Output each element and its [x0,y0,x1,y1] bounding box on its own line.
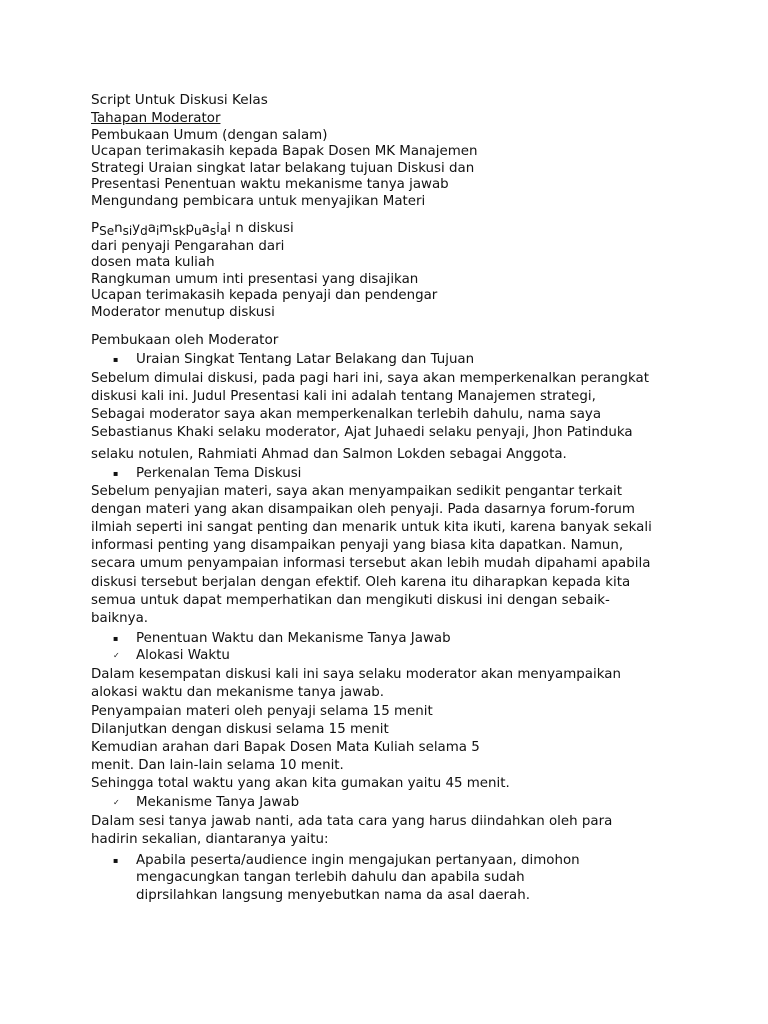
check-text: Mekanisme Tanya Jawab [136,794,300,810]
tahapan-line: Presentasi Penentuan waktu mekanisme tanya jawab [91,177,449,193]
paragraph-line: Sebelum penyajian materi, saya akan menyampaikan sedikit pengantar terkait [91,483,623,499]
paragraph-line: informasi penting yang disampaikan penyaji yang biasa kita dapatkan. Namun, [91,538,624,554]
bullet-icon: ▪ [113,634,119,644]
bullet-text: Perkenalan Tema Diskusi [136,465,302,481]
bullet-text: Uraian Singkat Tentang Latar Belakang dan Tujuan [136,351,475,367]
check-item [91,647,691,664]
paragraph-line: selaku notulen, Rahmiati Ahmad dan Salmon Lokden sebagai Anggota. [91,447,567,463]
bullet-item [91,465,691,482]
paragraph-line: Sebelum dimulai diskusi, pada pagi hari ini, saya akan memperkenalkan perangkat [91,370,649,386]
tahapan-heading: Tahapan Moderator [91,111,221,126]
step-line: dosen mata kuliah [91,255,215,271]
paragraph-line: Penyampaian materi oleh penyaji selama 15 menit [91,703,433,719]
bullet-item [91,630,691,647]
paragraph-line: secara umum penyampaian informasi tersebut akan lebih mudah dipahami apabila [91,556,651,572]
paragraph-line: diskusi tersebut berjalan dengan efektif. Oleh karena itu diharapkan kepada kita [91,574,631,590]
bullet-icon: ▪ [113,354,119,364]
step-line: Moderator menutup diskusi [91,304,275,320]
bullet-continuation: diprsilahkan langsung menyebutkan nama da asal daerah. [136,888,530,903]
paragraph-line: Dalam sesi tanya jawab nanti, ada tata cara yang harus diindahkan oleh para [91,813,613,829]
paragraph-time [91,666,691,793]
paragraph-line: Dilanjutkan dengan diskusi selama 15 menit [91,721,389,737]
bullet-item [91,351,691,368]
paragraph-line: menit. Dan lain-lain selama 10 menit. [91,758,344,774]
paragraph-qa [91,813,691,849]
tahapan-list [91,128,691,211]
paragraph-line: baiknya. [91,610,149,626]
check-item [91,794,691,811]
bullet-text: Penentuan Waktu dan Mekanisme Tanya Jawab [136,631,451,647]
check-text: Alokasi Waktu [136,648,230,664]
checkmark-icon: ✓ [113,797,120,807]
paragraph-line: Dalam kesempatan diskusi kali ini saya selaku moderator akan menyampaikan [91,667,621,683]
bullet-text: Apabila peserta/audience ingin mengajukan pertanyaan, dimohon [136,853,580,868]
paragraph-line: hadirin sekalian, diantaranya yaitu: [91,831,329,847]
document-page [91,92,691,905]
document-title: Script Untuk Diskusi Kelas [91,92,268,108]
step-line: dari penyaji Pengarahan dari [91,238,285,254]
paragraph-line: alokasi waktu dan mekanisme tanya jawab. [91,685,385,701]
paragraph-line: Kemudian arahan dari Bapak Dosen Mata Kuliah selama 5 [91,739,480,755]
section-heading: Pembukaan oleh Moderator [91,331,279,348]
tahapan-line: Strategi Uraian singkat latar belakang tujuan Diskusi dan [91,160,475,176]
bullet-icon: ▪ [113,468,119,478]
tahapan-line: Pembukaan Umum (dengan salam) [91,127,328,143]
paragraph-line: dengan materi yang akan disampaikan oleh penyaji. Pada dasarnya forum-forum [91,501,635,517]
paragraph-line: Sehingga total waktu yang akan kita gumakan yaitu 45 menit. [91,776,510,792]
bullet-item [91,852,691,869]
checkmark-icon: ✓ [113,651,120,661]
garbled-text-line: PSensiydaimskpuasiai n diskusi [91,220,294,238]
paragraph-theme [91,483,691,629]
paragraph-line: Sebagai moderator saya akan memperkenalkan terlebih dahulu, nama saya [91,406,602,422]
paragraph-line: semua untuk dapat memperhatikan dan mengikuti diskusi ini dengan sebaik- [91,592,610,608]
step-line: Rangkuman umum inti presentasi yang disajikan [91,271,419,287]
tahapan-line: Ucapan terimakasih kepada Bapak Dosen MK Manajemen [91,144,478,160]
paragraph-line: ilmiah seperti ini sangat penting dan menarik untuk kita ikuti, karena banyak sekali [91,519,652,535]
step-line: Ucapan terimakasih kepada penyaji dan pendengar [91,288,438,304]
closing-steps-list [91,239,691,322]
paragraph-intro [91,370,691,465]
paragraph-line: diskusi kali ini. Judul Presentasi kali ini adalah tentang Manajemen strategi, [91,388,596,404]
bullet-continuation: mengacungkan tangan terlebih dahulu dan apabila sudah [136,870,525,885]
paragraph-line: Sebastianus Khaki selaku moderator, Ajat Juhaedi selaku penyaji, Jhon Patinduka [91,425,633,441]
tahapan-line: Mengundang pembicara untuk menyajikan Materi [91,193,426,209]
bullet-icon: ▪ [113,856,119,865]
